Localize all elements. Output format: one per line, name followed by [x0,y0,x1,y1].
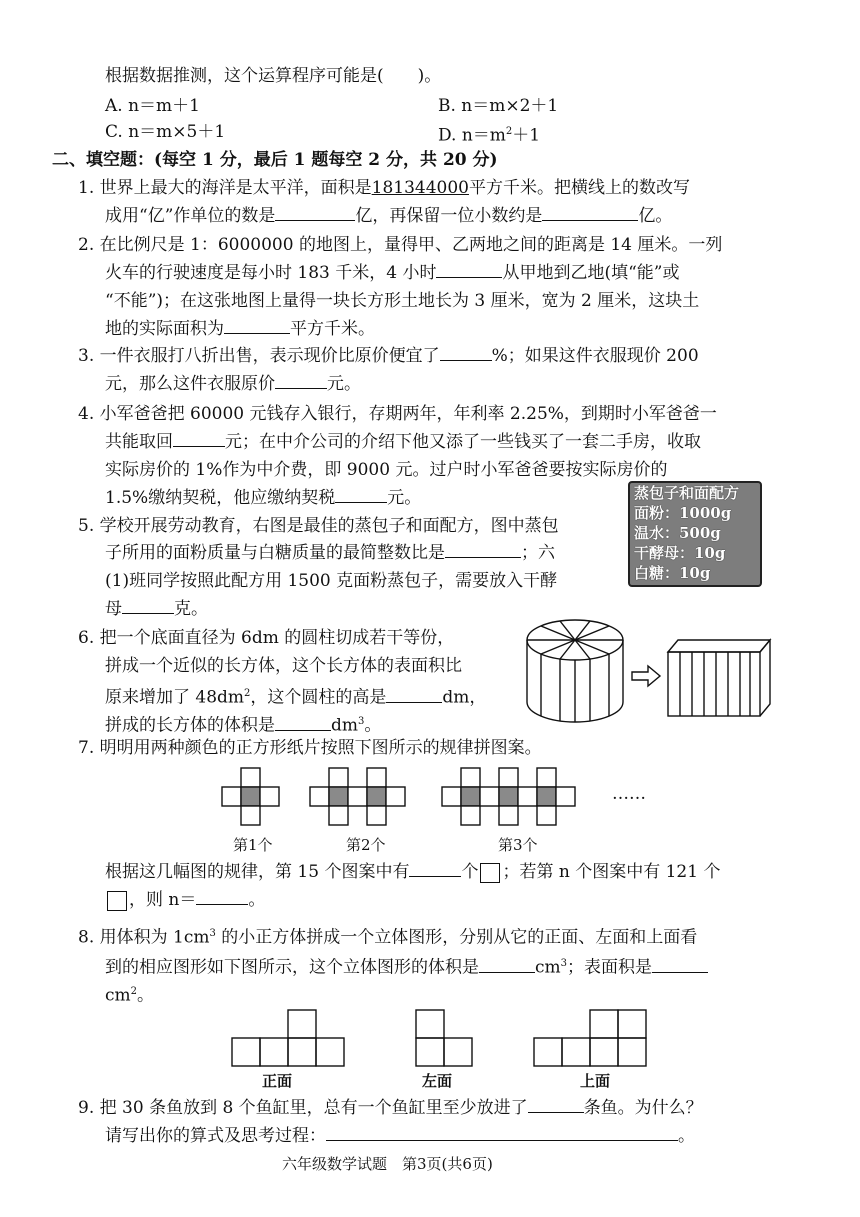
section-heading: 二、填空题：(每空 1 分，最后 1 题每空 2 分，共 20 分) [52,150,498,170]
arrow-right-icon [632,666,660,686]
q5-blank2[interactable] [122,599,174,614]
q5-line3: (1)班同学按照此配方用 1500 克面粉蒸包子，需要放入干酵 [105,571,558,591]
q-prev-option-a[interactable]: A. n＝m＋1 [105,96,200,116]
q7-blank2[interactable] [196,890,248,905]
q2-line3: “不能”)；在这张地图上量得一块长方形土地长为 3 厘米，宽为 2 厘米，这块土 [105,291,700,311]
q7-line1: 7. 明明用两种颜色的正方形纸片按照下图所示的规律拼图案。 [78,738,542,758]
q3-blank2[interactable] [275,374,327,389]
q5-line1: 5. 学校开展劳动教育，右图是最佳的蒸包子和面配方，图中蒸包 [78,516,559,536]
q4-line3: 实际房价的 1%作为中介费，即 9000 元。过户时小军爸爸要按实际房价的 [105,460,668,480]
pattern-3 [442,768,575,825]
caption-3: 第3个 [498,836,538,854]
square-icon [107,891,127,911]
recipe-sugar: 白糖：10g [634,564,711,582]
q4-blank1[interactable] [173,432,225,447]
cuboid-icon [668,640,770,716]
view-label-left: 左面 [422,1072,453,1090]
q1-line1: 1. 世界上最大的海洋是太平洋，面积是181344000平方千米。把横线上的数改写 [78,178,690,198]
q3-line2: 元，那么这件衣服原价 元。 [105,374,361,394]
q1-number: 181344000 [371,178,469,198]
q4-blank2[interactable] [335,488,387,503]
recipe-flour: 面粉：1000g [634,504,732,522]
q5-line4: 母 克。 [105,599,208,619]
three-views-figure [228,1004,668,1068]
cylinder-icon [527,620,623,722]
q9-line1: 9. 把 30 条鱼放到 8 个鱼缸里，总有一个鱼缸里至少放进了 条鱼。为什么？ [78,1098,703,1118]
q-prev-stem: 根据数据推测，这个运算程序可能是( )。 [105,66,442,86]
q8-blank2[interactable] [652,958,708,973]
view-label-front: 正面 [262,1072,293,1090]
left-view [416,1010,472,1066]
q2-line1: 2. 在比例尺是 1：6000000 的地图上，量得甲、乙两地之间的距离是 14 厘米。一列 [78,235,723,255]
top-view [534,1010,646,1066]
q8-line2: 到的相应图形如下图所示，这个立体图形的体积是 $cm^3$；表面积是 [105,954,708,978]
q8-line3: $cm^2$。 [105,985,155,1006]
recipe-water: 温水：500g [634,524,721,542]
pattern-ellipsis: …… [612,784,646,804]
q3-line1: 3. 一件衣服打八折出售，表示现价比原价便宜了 %；如果这件衣服现价 200 [78,346,699,366]
recipe-title: 蒸包子和面配方 [634,484,740,502]
q2-blank1[interactable] [436,263,502,278]
q7-line2: 根据这几幅图的规律，第 15 个图案中有 个 ；若第 n 个图案中有 121 个 [105,862,721,882]
q5-blank1[interactable] [445,543,521,558]
q1-blank1[interactable] [275,206,355,221]
recipe-yeast: 干酵母：10g [634,544,726,562]
pattern-figure [220,765,660,835]
q3-blank1[interactable] [440,346,492,361]
pattern-2 [310,768,405,825]
q-prev-option-d[interactable] [438,122,540,146]
caption-1: 第1个 [233,836,273,854]
q7-line3: ，则 n＝ 。 [105,890,265,911]
q4-line1: 4. 小军爸爸把 60000 元钱存入银行，存期两年，年利率 2.25%，到期时小军爸爸一 [78,404,717,424]
q2-line2: 火车的行驶速度是每小时 183 千米，4 小时 从甲地到乙地(填“能”或 [105,263,680,283]
q1-line2: 成用“亿”作单位的数是 亿，再保留一位小数约是 亿。 [105,206,673,226]
q4-line2: 共能取回 元；在中介公司的介绍下他又添了一些钱买了一套二手房，收取 [105,432,701,452]
q6-blank1[interactable] [386,688,442,703]
q7-blank1[interactable] [409,862,461,877]
option-d-text: D. n＝m [438,125,506,146]
q5-line2: 子所用的面粉质量与白糖质量的最简整数比是 ；六 [105,543,555,563]
square-icon [480,863,500,883]
page-footer: 六年级数学试题 第3页(共6页) [282,1155,493,1173]
q-prev-option-c[interactable]: C. n＝m×5＋1 [105,122,226,142]
q6-line3: 原来增加了 $48dm^2$，这个圆柱的高是 dm， [105,687,487,708]
q2-line4: 地的实际面积为 平方千米。 [105,319,375,339]
q6-line2: 拼成一个近似的长方体，这个长方体的表面积比 [105,656,462,676]
q9-blank1[interactable] [528,1098,584,1113]
q6-line4: 拼成的长方体的体积是 $dm^3$。 [105,715,382,736]
q6-blank2[interactable] [275,716,331,731]
q9-blank2[interactable] [326,1126,678,1141]
q9-line2: 请写出你的算式及思考过程： 。 [105,1126,695,1146]
q2-blank2[interactable] [224,319,290,334]
q1-blank2[interactable] [542,206,638,221]
pattern-1 [222,768,279,825]
caption-2: 第2个 [346,836,386,854]
option-d-tail: ＋1 [512,125,541,146]
q8-line1: 8. 用体积为 $1cm^3$ 的小正方体拼成一个立体图形，分别从它的正面、左面和上面看 [78,927,698,948]
recipe-card [628,481,762,587]
q4-line4: 1.5%缴纳契税，他应缴纳契税 元。 [105,488,422,508]
q-prev-option-b[interactable]: B. n＝m×2＋1 [438,96,559,116]
q6-line1: 6. 把一个底面直径为 6dm 的圆柱切成若干等份， [78,628,455,648]
option-d-sup: 2 [505,126,513,137]
q8-blank1[interactable] [479,958,535,973]
view-label-top: 上面 [580,1072,611,1090]
front-view [232,1010,344,1066]
cylinder-to-cuboid-figure [520,612,780,732]
